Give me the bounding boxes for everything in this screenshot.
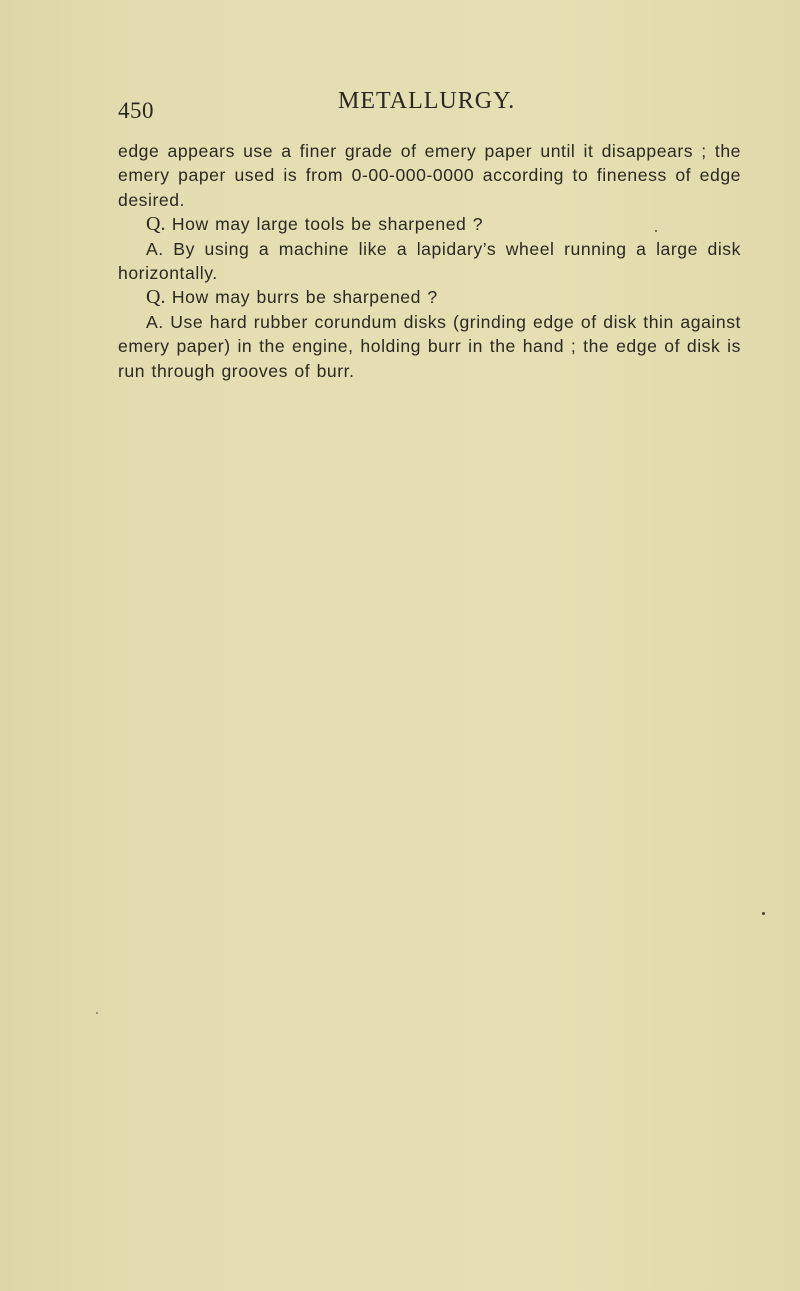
- page-number: 450: [118, 98, 154, 123]
- answer-paragraph: [118, 237, 741, 286]
- paper-speck: [655, 230, 657, 232]
- answer-label: A.: [146, 311, 164, 332]
- answer-paragraph: [118, 310, 741, 383]
- answer-label: A.: [146, 238, 164, 259]
- paper-speck: [96, 1012, 98, 1014]
- question-paragraph: [118, 285, 741, 309]
- question-paragraph: [118, 212, 741, 236]
- running-head: [118, 88, 658, 124]
- question-label: Q.: [146, 213, 166, 236]
- question-text: How may large tools be sharpened ?: [165, 214, 484, 235]
- question-label: Q.: [146, 286, 166, 309]
- paragraph-text: edge appears use a finer grade of emery paper until it disappears ; the emery paper used is from 0-00-000-0000 according to fineness of edge desired.: [118, 141, 741, 210]
- chapter-title: METALLURGY.: [338, 88, 516, 114]
- question-text: How may burrs be sharpened ?: [165, 287, 438, 308]
- continuation-paragraph: [118, 139, 741, 212]
- answer-text: Use hard rubber corundum disks (grinding edge of disk thin against emery paper) in the engine, holding burr in the hand ; the edge of disk is run through grooves of burr.: [118, 311, 741, 381]
- paper-speck: [762, 912, 765, 915]
- answer-text: By using a machine like a lapidary’s wheel running a large disk horizontally.: [118, 238, 741, 284]
- body-text: [118, 139, 741, 383]
